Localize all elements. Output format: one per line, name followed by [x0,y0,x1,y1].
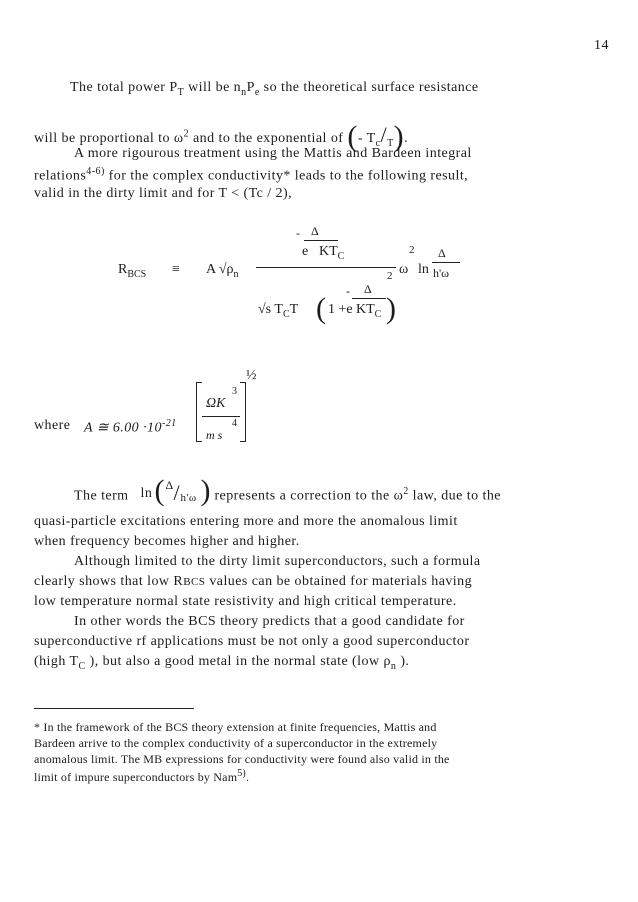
frac-denominator: m s [206,428,223,442]
paragraph-2-line-3: valid in the dirty limit and for T < (Tc / 2), [34,186,293,201]
denominator-paren-right: ) [386,292,396,325]
subscript: C [374,308,382,320]
frac-numerator [206,396,225,412]
page-number: 14 [594,38,609,53]
denominator-power: 2 [387,270,393,282]
numerator-exp-bar [304,240,338,241]
frac-denominator-power: 4 [232,418,237,429]
text: represents a correction to the ω [214,488,404,504]
footnote-line-1: * In the framework of the BCS theory extension at finite frequencies, Mattis and [34,720,437,734]
exp-numerator: - T [357,131,376,146]
paren-right: ) [200,474,211,508]
superscript: 5) [237,768,246,779]
superscript: 2 [183,128,190,140]
text: relations [34,168,87,184]
numerator-e: e [302,244,309,259]
paragraph-4-line-2 [34,574,472,590]
denominator-delta: Δ [364,282,372,296]
subscript: C [78,660,86,672]
bracket-tick [196,441,202,442]
paragraph-5-line-1: In other words the BCS theory predicts that a good candidate for [74,614,465,629]
subscript: n [390,660,397,672]
fraction-slash: / [173,480,181,506]
footnote-line-2: Bardeen arrive to the complex conductivity of a superconductor in the extremely [34,736,438,750]
numerator-minus: - [296,226,300,240]
paragraph-1-line-1 [70,80,479,98]
text: will be n [184,80,242,95]
text: . [404,131,409,146]
superscript: 4-6) [86,166,105,177]
paragraph-4-line-1: Although limited to the dirty limit superconductors, such a formula [74,554,481,569]
paragraph-5-line-2: superconductive rf applications must be not only a good superconductor [34,634,470,649]
frac-bar [202,416,240,417]
ln-fraction-bar [432,262,460,263]
text: will be proportional to ω [34,131,184,146]
paragraph-4-line-3: low temperature normal state resistivity and high critical temperature. [34,594,457,609]
denominator-minus: - [346,284,350,298]
paragraph-3-line-3: when frequency becomes higher and higher. [34,534,300,549]
subscript: BCS [127,268,147,280]
subscript: C [337,250,345,262]
text: values can be obtained for materials having [205,574,473,589]
fraction-slash: / [380,122,388,147]
ln-label: ln [140,486,153,502]
text: √s T [258,302,283,317]
text: (high T [34,654,79,669]
text: ω [399,262,409,277]
equation-omega [399,262,408,278]
denominator-paren-left: ( [316,292,326,325]
text: ΩK [206,396,226,411]
bracket-tick [196,382,202,383]
equation-equiv: ≡ [172,262,180,277]
outer-power: ½ [246,368,257,383]
superscript: -21 [161,418,177,429]
text: T [289,302,299,317]
paragraph-1-line-2 [34,118,409,153]
paren-right: ) [393,120,405,153]
text: A √ρ [206,262,234,277]
frac-numerator-power: 3 [232,386,237,397]
ln-term [132,474,211,508]
paragraph-2-line-1: A more rigourous treatment using the Mattis and Bardeen integral [74,146,472,161]
paren-left: ( [154,474,165,508]
text: ), but also a good metal in the normal state (low ρ [85,654,391,669]
text: R [118,262,128,277]
where-expression [84,418,177,437]
denominator-sqrt [258,302,298,320]
text: A ≅ 6.00 ·10 [84,420,162,436]
text: The total power P [70,80,178,95]
paren-left: ( [347,120,358,153]
text: The term [74,488,129,504]
superscript: 2 [403,486,409,497]
ln-numerator: Δ [165,478,174,493]
paragraph-5-line-3 [34,654,409,672]
footnote-separator [34,708,194,709]
numerator-kt [319,244,344,262]
text: law, due to the [408,488,501,504]
paragraph-3-line-1 [74,474,501,508]
equation-ln: ln [418,262,429,277]
text: and to the exponential of [189,131,344,146]
text: limit of impure superconductors by Nam [34,770,238,784]
footnote-line-3: anomalous limit. The MB expressions for conductivity were found also valid in the [34,752,450,766]
ln-denominator: h'ω [180,492,197,505]
subscript: n [241,86,247,98]
denominator-exp-bar [352,298,386,299]
omega-power: 2 [409,244,415,256]
ln-denominator: h'ω [433,266,450,280]
text: so the theoretical surface resistance [259,80,479,95]
subscript: c [375,137,381,149]
text: clearly shows that low R [34,574,184,589]
text: KT [319,244,338,259]
subscript: e [254,86,260,98]
paragraph-2-line-2 [34,166,468,185]
bracket-tick [240,441,246,442]
rbcs-subscript: BCS [183,576,206,588]
subscript: n [233,268,239,280]
numerator-delta: Δ [311,224,319,238]
text: P [246,80,255,95]
denominator-one-plus-e: 1 +e [328,302,353,317]
text: . [245,770,250,784]
text: KT [356,302,375,317]
equation-lhs [118,262,146,280]
subscript: T [177,86,185,98]
ln-numerator: Δ [438,246,446,260]
text: ). [396,654,410,669]
text: for the complex conductivity* leads to the following result, [104,168,469,184]
equation-coefficient [206,262,239,280]
denominator-kt [356,302,381,320]
main-fraction-bar [256,267,396,268]
exp-denominator: T [387,137,394,149]
subscript: C [282,308,290,320]
paragraph-3-line-2: quasi-particle excitations entering more and more the anomalous limit [34,514,458,529]
where-label: where [34,418,71,433]
footnote-line-4 [34,768,249,785]
